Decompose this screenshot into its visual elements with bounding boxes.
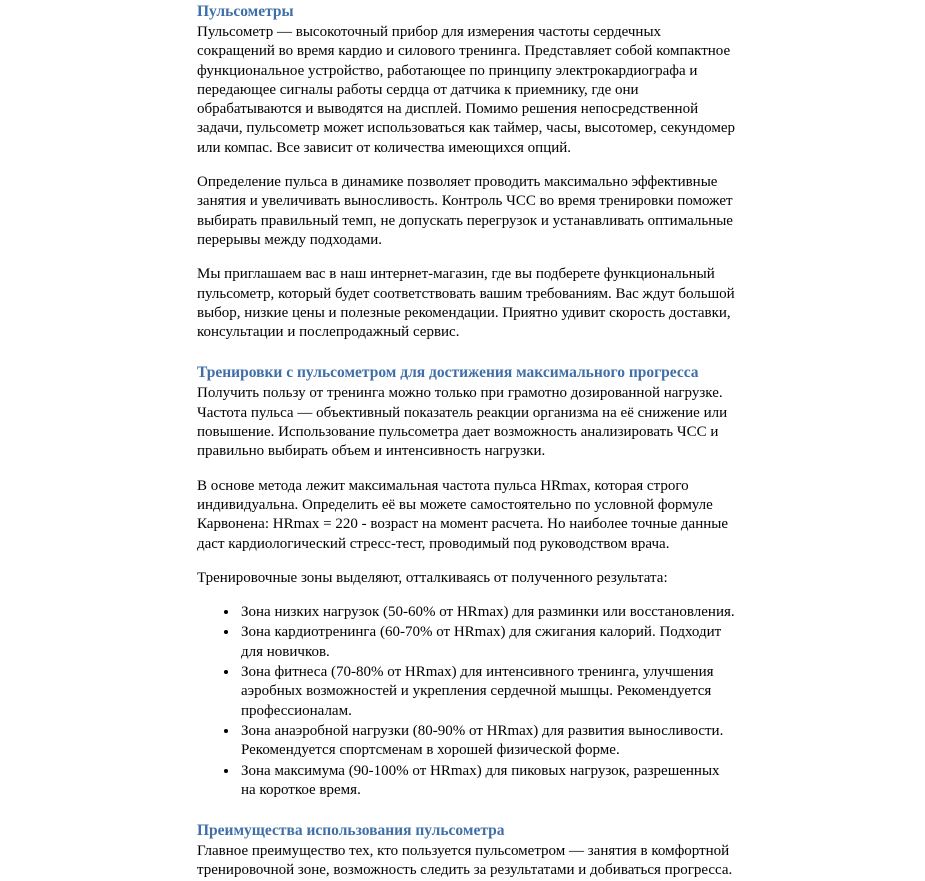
list-item: • Зона фитнеса (70-80% от HRmax) для интенсивного тренинга, улучшения аэробных возможностей и укрепления сердечной мышцы. Рекомендуется профессионалам.	[239, 663, 737, 721]
paragraph-dynamics: Определение пульса в динамике позволяет проводить максимально эффективные занятия и увеличивать выносливость. Контроль ЧСС во время тренировки поможет выбирать правильный темп, не допускать перегрузок и устанавливать оптимальные перерывы между подходами.	[197, 174, 733, 248]
list-item: • Зона анаэробной нагрузки (80-90% от HRmax) для развития выносливости. Рекомендуется спортсменам в хорошей физической форме.	[239, 722, 737, 761]
list-item: • Зона кардиотренинга (60-70% от HRmax) для сжигания калорий. Подходит для новичков.	[239, 623, 737, 662]
paragraph-advantages: Главное преимущество тех, кто пользуется пульсометром — занятия в комфортной тренировочной зоне, возможность следить за результатами и добиваться прогресса.	[197, 843, 733, 879]
paragraph-zones-intro: Тренировочные зоны выделяют, отталкиваясь от полученного результата:	[197, 569, 668, 586]
section-heading-training: Тренировки с пульсометром для достижения максимального прогресса	[197, 364, 699, 382]
page-title: Пульсометры	[197, 3, 294, 20]
paragraph-intro: Пульсометр — высокоточный прибор для измерения частоты сердечных сокращений во время кардио и силового тренинга. Представляет собой компактное функциональное устройство, работающее по принципу электрокардиографа и передающее сигналы работы сердца от датчика к приемнику, где они обрабатываются и выводятся на дисплей. Помимо решения непосредственной задачи, пульсометр может использоваться как таймер, часы, высотомер, секундомер или компас. Все зависит от количества имеющихся опций.	[197, 24, 736, 156]
paragraph-training-benefit: Получить пользу от тренинга можно только при грамотно дозированной нагрузке. Частота пульса — объективный показатель реакции организма на её снижение или повышение. Использование пульсометра дает возможность анализировать ЧСС и правильно выбирать объем и интенсивность нагрузки.	[197, 385, 728, 460]
document-body	[197, 2, 737, 881]
list-item: • Зона низких нагрузок (50-60% от HRmax) для разминки или восстановления.	[239, 603, 737, 622]
training-zones-list	[197, 603, 737, 800]
list-item: • Зона максимума (90-100% от HRmax) для пиковых нагрузок, разрешенных на короткое время.	[239, 762, 737, 801]
paragraph-hrmax-method: В основе метода лежит максимальная частота пульса HRmax, которая строго индивидуальна. Определить её вы можете самостоятельно по условной формуле Карвонена: HRmax = 220 - возраст на момент расчета. Но наиболее точные данные даст кардиологический стресс-тест, проводимый под руководством врача.	[197, 477, 728, 552]
paragraph-shop-invite: Мы приглашаем вас в наш интернет-магазин, где вы подберете функциональный пульсометр, который будет соответствовать вашим требованиям. Вас ждут большой выбор, низкие цены и полезные рекомендации. Приятно удивит скорость доставки, консультации и послепродажный сервис.	[197, 266, 735, 341]
section-heading-advantages: Преимущества использования пульсометра	[197, 822, 505, 840]
